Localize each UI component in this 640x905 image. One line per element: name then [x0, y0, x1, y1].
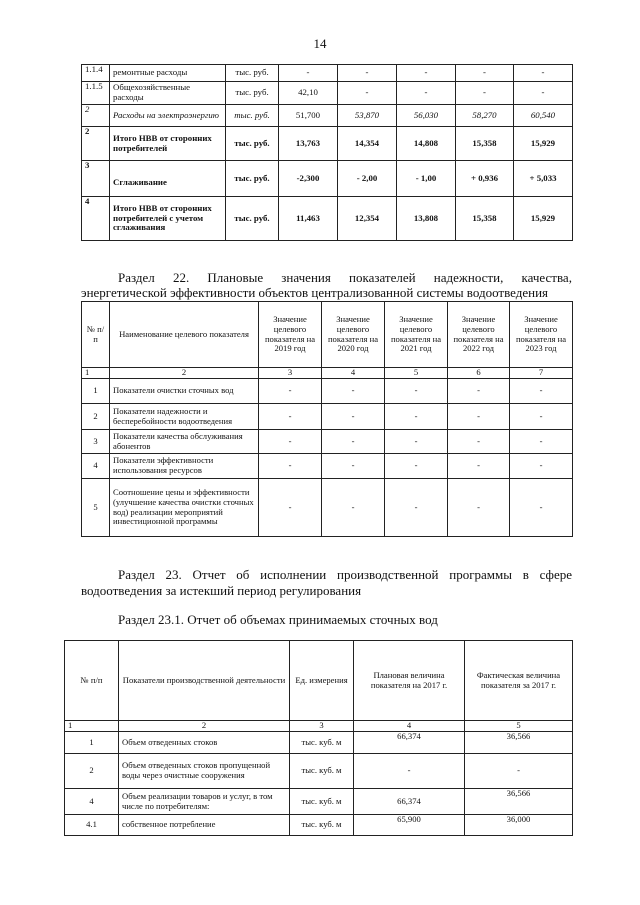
plan-value: 66,374 — [354, 732, 465, 754]
column-number: 2 — [110, 368, 259, 379]
row-name: Объем реализации товаров и услуг, в том числе по потребителям: — [119, 789, 290, 815]
target-indicators-table — [81, 301, 573, 537]
value-cell: - — [385, 404, 448, 430]
row-unit: тыс. куб. м — [290, 815, 354, 836]
value-cell: - — [448, 379, 510, 404]
value-cell: - — [385, 479, 448, 537]
row-number: 3 — [82, 430, 110, 454]
table-row — [82, 161, 573, 197]
header-cell: Наименование целевого показателя — [110, 302, 259, 368]
column-number: 7 — [510, 368, 573, 379]
heading-word: производственной — [337, 567, 439, 582]
value-cell: + 0,936 — [456, 161, 514, 197]
value-cell: - 2,00 — [338, 161, 397, 197]
table-row — [65, 815, 573, 836]
row-unit: тыс. куб. м — [290, 789, 354, 815]
table-row — [82, 197, 573, 241]
heading-word: Раздел — [118, 567, 155, 582]
row-unit: тыс. куб. м — [290, 754, 354, 789]
row-number: 2 — [82, 127, 110, 161]
row-name: Расходы на электроэнергию — [110, 105, 226, 127]
value-cell: - — [514, 65, 573, 82]
value-cell: - — [448, 404, 510, 430]
section-23-1-heading: Раздел 23.1. Отчет об объемах принимаемых сточных вод — [118, 612, 438, 627]
table-row — [82, 82, 573, 105]
heading-word: 22. — [172, 270, 190, 285]
value-cell: - — [259, 454, 322, 479]
row-number: 2 — [65, 754, 119, 789]
page-number: 14 — [313, 36, 327, 51]
value-cell: - — [397, 82, 456, 105]
value-cell: 15,358 — [456, 197, 514, 241]
table-row — [65, 789, 573, 815]
value-cell: 58,270 — [456, 105, 514, 127]
row-number: 2 — [82, 105, 110, 127]
value-cell: - — [259, 379, 322, 404]
plan-value: 66,374 — [354, 789, 465, 815]
table-row — [82, 479, 573, 537]
header-cell: Фактическая величина показателя за 2017 г. — [465, 641, 573, 721]
column-number: 4 — [354, 721, 465, 732]
row-name: Показатели очистки сточных вод — [110, 379, 259, 404]
value-cell: - — [448, 454, 510, 479]
header-cell: Плановая величина показателя на 2017 г. — [354, 641, 465, 721]
value-cell: - — [510, 479, 573, 537]
row-name: Показатели надежности и бесперебойности водоотведения — [110, 404, 259, 430]
table-row — [65, 754, 573, 789]
heading-word: 23. — [165, 567, 182, 582]
value-cell: - — [259, 404, 322, 430]
value-cell: 60,540 — [514, 105, 573, 127]
column-number: 5 — [385, 368, 448, 379]
row-number: 3 — [82, 161, 110, 197]
column-number: 3 — [290, 721, 354, 732]
section-22-heading-line2: энергетической эффективности объектов централизованной системы водоотведения — [81, 285, 549, 300]
header-cell: Показатели производственной деятельности — [119, 641, 290, 721]
table-header-row — [65, 641, 573, 721]
table-row — [82, 430, 573, 454]
value-cell: 53,870 — [338, 105, 397, 127]
value-cell: 56,030 — [397, 105, 456, 127]
value-cell: - — [338, 65, 397, 82]
row-unit: тыс. руб. — [226, 105, 279, 127]
value-cell: - — [322, 454, 385, 479]
value-cell: - — [279, 65, 338, 82]
value-cell: 11,463 — [279, 197, 338, 241]
value-cell: - — [448, 479, 510, 537]
header-cell: № п/п — [65, 641, 119, 721]
header-cell: Значение целевого показателя на 2021 год — [385, 302, 448, 368]
table-header-row — [82, 302, 573, 368]
row-number: 2 — [82, 404, 110, 430]
value-cell: - — [448, 430, 510, 454]
header-cell: Ед. измерения — [290, 641, 354, 721]
value-cell: - — [514, 82, 573, 105]
value-cell: - — [322, 404, 385, 430]
value-cell: 51,700 — [279, 105, 338, 127]
column-number: 4 — [322, 368, 385, 379]
header-cell: Значение целевого показателя на 2019 год — [259, 302, 322, 368]
row-name: Сглаживание — [110, 161, 226, 197]
value-cell: 14,354 — [338, 127, 397, 161]
section-22-heading — [118, 270, 572, 285]
value-cell: - — [510, 404, 573, 430]
heading-word: качества, — [521, 270, 572, 285]
value-cell: + 5,033 — [514, 161, 573, 197]
value-cell: - — [510, 430, 573, 454]
table-row — [82, 404, 573, 430]
plan-value: - — [354, 754, 465, 789]
row-name: ремонтные расходы — [110, 65, 226, 82]
value-cell: - — [322, 379, 385, 404]
column-number-row — [65, 721, 573, 732]
fact-value: 36,000 — [465, 815, 573, 836]
value-cell: - — [322, 430, 385, 454]
row-name: Итого НВВ от сторонних потребителей с учетом сглаживания — [110, 197, 226, 241]
value-cell: 14,808 — [397, 127, 456, 161]
table-row — [82, 454, 573, 479]
row-name: Показатели качества обслуживания абонентов — [110, 430, 259, 454]
expenses-table — [81, 64, 573, 241]
row-number: 1.1.5 — [82, 82, 110, 105]
heading-word: исполнении — [260, 567, 327, 582]
value-cell: - — [338, 82, 397, 105]
value-cell: 15,929 — [514, 197, 573, 241]
value-cell: 15,358 — [456, 127, 514, 161]
heading-word: значения — [281, 270, 331, 285]
value-cell: 13,808 — [397, 197, 456, 241]
row-name: Объем отведенных стоков пропущенной воды через очистные сооружения — [119, 754, 290, 789]
value-cell: - — [259, 479, 322, 537]
row-unit: тыс. руб. — [226, 127, 279, 161]
row-number: 4 — [82, 197, 110, 241]
row-name: собственное потребление — [119, 815, 290, 836]
value-cell: - — [510, 379, 573, 404]
fact-value: - — [465, 754, 573, 789]
heading-word: об — [236, 567, 250, 582]
column-number-row — [82, 368, 573, 379]
column-number: 1 — [82, 368, 110, 379]
row-number: 4.1 — [65, 815, 119, 836]
section-23-heading-line2: водоотведения за истекший период регулирования — [81, 583, 362, 598]
value-cell: 15,929 — [514, 127, 573, 161]
plan-value: 65,900 — [354, 815, 465, 836]
row-name: Показатели эффективности использования ресурсов — [110, 454, 259, 479]
row-number: 1.1.4 — [82, 65, 110, 82]
wastewater-volume-table — [64, 640, 573, 836]
row-name: Соотношение цены и эффективности (улучшение качества очистки сточных вод) реализации мероприятий инвестиционной программы — [110, 479, 259, 537]
row-number: 4 — [65, 789, 119, 815]
heading-word: Отчет — [192, 567, 226, 582]
value-cell: - — [259, 430, 322, 454]
heading-word: в — [522, 567, 529, 582]
value-cell: - — [456, 82, 514, 105]
row-unit: тыс. руб. — [226, 197, 279, 241]
column-number: 6 — [448, 368, 510, 379]
row-name: Общехозяйственные расходы — [110, 82, 226, 105]
table-row — [82, 379, 573, 404]
heading-word: показателей — [349, 270, 416, 285]
value-cell: - — [510, 454, 573, 479]
column-number: 3 — [259, 368, 322, 379]
value-cell: -2,300 — [279, 161, 338, 197]
heading-word: Плановые — [207, 270, 264, 285]
value-cell: - 1,00 — [397, 161, 456, 197]
heading-word: Раздел — [118, 270, 155, 285]
value-cell: - — [385, 454, 448, 479]
row-unit: тыс. куб. м — [290, 732, 354, 754]
header-cell: № п/п — [82, 302, 110, 368]
header-cell: Значение целевого показателя на 2022 год — [448, 302, 510, 368]
value-cell: - — [385, 430, 448, 454]
row-number: 1 — [82, 379, 110, 404]
table-row — [82, 105, 573, 127]
row-number: 5 — [82, 479, 110, 537]
row-number: 1 — [65, 732, 119, 754]
header-cell: Значение целевого показателя на 2020 год — [322, 302, 385, 368]
fact-value: 36,566 — [465, 732, 573, 754]
header-cell: Значение целевого показателя на 2023 год — [510, 302, 573, 368]
table-row — [65, 732, 573, 754]
value-cell: - — [322, 479, 385, 537]
heading-word: программы — [449, 567, 512, 582]
value-cell: - — [456, 65, 514, 82]
section-23-heading — [118, 567, 572, 582]
value-cell: - — [397, 65, 456, 82]
value-cell: 12,354 — [338, 197, 397, 241]
row-name: Итого НВВ от сторонних потребителей — [110, 127, 226, 161]
table-row — [82, 127, 573, 161]
value-cell: 13,763 — [279, 127, 338, 161]
row-number: 4 — [82, 454, 110, 479]
row-unit: тыс. руб. — [226, 161, 279, 197]
value-cell: 42,10 — [279, 82, 338, 105]
heading-word: сфере — [539, 567, 572, 582]
value-cell: - — [385, 379, 448, 404]
row-name: Объем отведенных стоков — [119, 732, 290, 754]
column-number: 5 — [465, 721, 573, 732]
table-row — [82, 65, 573, 82]
heading-word: надежности, — [433, 270, 504, 285]
column-number: 1 — [65, 721, 119, 732]
column-number: 2 — [119, 721, 290, 732]
row-unit: тыс. руб. — [226, 82, 279, 105]
row-unit: тыс. руб. — [226, 65, 279, 82]
fact-value: 36,566 — [465, 789, 573, 815]
